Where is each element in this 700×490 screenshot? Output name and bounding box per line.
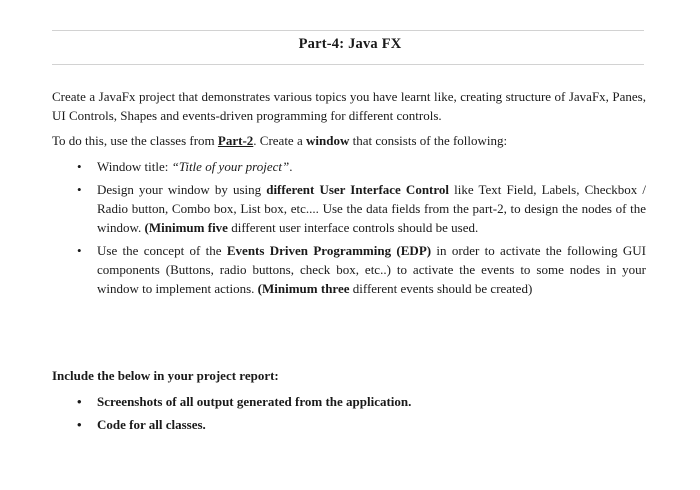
requirement-text: in order to activate the following GUI components (Buttons, radio buttons, check box, etc..) to activate the events to some nodes in your window to implement actions. xyxy=(97,243,646,296)
list-item xyxy=(52,157,646,176)
requirement-text: like Text Field, Labels, Checkbox / Radio button, Combo box, List box, etc.... Use the data fields from the part-2, to design the nodes of the window. xyxy=(97,182,646,235)
list-item xyxy=(52,392,646,411)
requirement-text: different user interface controls should be used. xyxy=(227,220,479,235)
instruction-text-3: that consists of the following: xyxy=(349,133,508,148)
report-item-text: Code for all classes. xyxy=(97,417,206,432)
requirement-bold: Events Driven Programming (EDP) xyxy=(226,243,432,258)
bullet-icon: • xyxy=(77,394,82,409)
requirement-tail: . xyxy=(289,159,293,174)
requirement-label: Window title: xyxy=(97,159,172,174)
bullet-icon: • xyxy=(77,159,82,174)
bullet-icon: • xyxy=(77,243,82,258)
part-2-link[interactable]: Part-2 xyxy=(217,133,254,148)
report-heading: Include the below in your project report: xyxy=(52,368,279,383)
instruction-text-2: . Create a xyxy=(253,133,306,148)
requirements-list xyxy=(52,157,646,302)
instruction-text-1: To do this, use the classes from xyxy=(52,133,218,148)
instruction-paragraph xyxy=(52,131,646,150)
requirement-text: Design your window by using xyxy=(97,182,267,197)
instruction-bold-window: window xyxy=(305,133,350,148)
bottom-divider xyxy=(52,64,644,65)
requirement-bold: different User Interface Control xyxy=(266,182,450,197)
list-item xyxy=(52,180,646,237)
bullet-icon: • xyxy=(77,417,82,432)
requirement-text: different events should be created) xyxy=(349,281,533,296)
requirement-italic-title: “Title of your project” xyxy=(171,159,290,174)
list-item xyxy=(52,415,646,434)
section-title: Part-4: Java FX xyxy=(298,36,402,52)
report-list xyxy=(52,392,646,438)
intro-paragraph: Create a JavaFx project that demonstrates various topics you have learnt like, creating structure of JavaFx, Panes, UI Controls, Shapes and events-driven programming for different controls. xyxy=(52,89,646,123)
requirement-text: Use the concept of the xyxy=(97,243,227,258)
requirement-bold: (Minimum five xyxy=(144,220,228,235)
bullet-icon: • xyxy=(77,182,82,197)
requirement-bold: (Minimum three xyxy=(257,281,350,296)
top-divider xyxy=(52,30,644,31)
list-item xyxy=(52,241,646,298)
report-item-text: Screenshots of all output generated from the application. xyxy=(97,394,412,409)
